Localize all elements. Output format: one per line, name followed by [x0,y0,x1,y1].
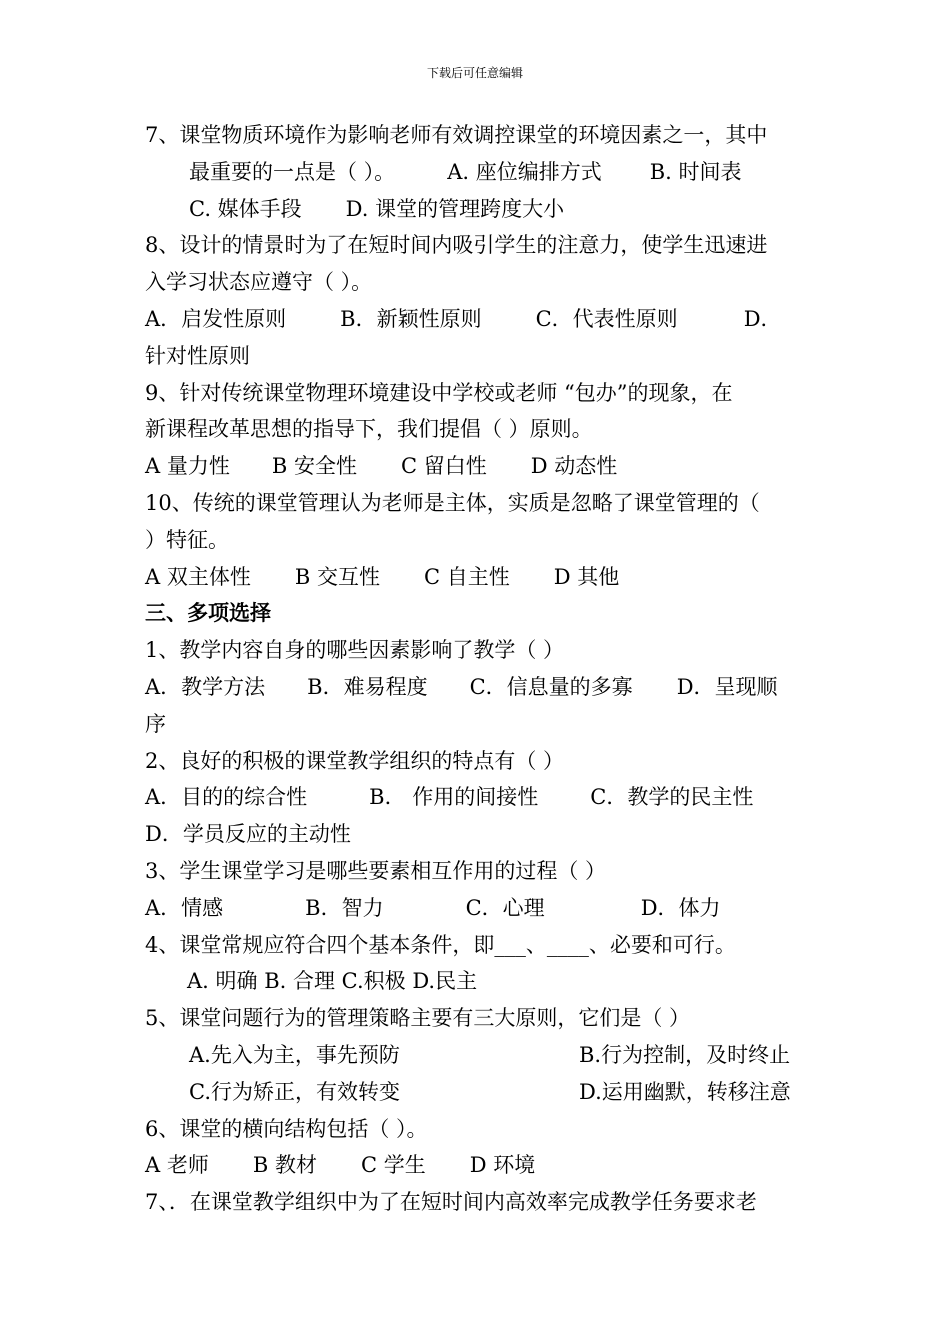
question-10-stem: 10、传统的课堂管理认为老师是主体，实质是忽略了课堂管理的（ [145,490,760,515]
mc-question-2-option-d: D．学员反应的主动性 [145,822,351,847]
mc-question-4-options: A. 明确 B. 合理 C.积极 D.民主 [187,969,478,994]
option-c: C.行为矫正，有效转变 [189,1079,400,1104]
option-c: C 留白性 [400,454,487,479]
option-b: B 教材 [252,1153,317,1178]
option-d: D．呈现顺 [676,674,778,699]
option-c: C．心理 [465,895,545,920]
page-header: 下载后可任意编辑 [426,66,523,80]
option-b: B． 作用的间接性 [369,785,539,810]
question-7-options-cd [145,191,810,228]
mc-question-2-options [145,779,810,816]
option-c: C 学生 [360,1153,426,1178]
mc-question-1-option-d-cont: 序 [145,711,166,736]
document-body [145,117,810,1221]
question-8-stem-cont: 入学习状态应遵守（ ）。 [145,270,373,295]
mc-question-1-stem: 1、教学内容自身的哪些因素影响了教学（ ） [145,638,565,663]
mc-question-6-options [145,1147,810,1184]
option-a: A 双主体性 [145,564,251,589]
option-c: C．信息量的多寡 [469,674,633,699]
option-d: D. 课堂的管理跨度大小 [345,196,565,221]
option-b: B.行为控制，及时终止 [579,1042,791,1067]
question-10-options [145,559,810,596]
question-7-stem-end: 最重要的一点是（ ）。 [189,159,396,184]
question-8-option-d-text: 针对性原则 [145,343,250,368]
question-10-stem-cont: ）特征。 [145,527,229,552]
option-a: A 老师 [145,1153,209,1178]
question-9-stem-cont: 新课程改革思想的指导下，我们提倡（ ）原则。 [145,417,593,442]
option-d: D 动态性 [530,454,618,479]
option-b: B．智力 [305,895,384,920]
option-a: A.先入为主，事先预防 [189,1042,400,1067]
question-8-stem: 8、设计的情景时为了在短时间内吸引学生的注意力，使学生迅速进 [145,233,768,258]
mc-question-7-stem: 7、．在课堂教学组织中为了在短时间内高效率完成教学任务要求老 [145,1190,757,1215]
option-d: D.运用幽默，转移注意 [579,1079,791,1104]
question-8-options [145,301,810,338]
question-9-stem: 9、针对传统课堂物理环境建设中学校或老师 “包办”的现象，在 [145,380,733,405]
option-a: A．情感 [145,895,224,920]
option-a: A 量力性 [145,454,230,479]
option-a: A．目的的综合性 [145,785,308,810]
section-heading: 三、多项选择 [145,600,271,626]
mc-question-5-stem: 5、课堂问题行为的管理策略主要有三大原则，它们是（ ） [145,1006,691,1031]
option-c: C．代表性原则 [535,306,678,331]
mc-question-5-options-ab [145,1037,810,1074]
option-b: B 安全性 [271,454,357,479]
mc-question-1-options [145,669,810,706]
option-b: B 交互性 [294,564,380,589]
option-a: A．教学方法 [145,674,266,699]
question-7-stem: 7、课堂物质环境作为影响老师有效调控课堂的环境因素之一，其中 [145,123,768,147]
option-c: C 自主性 [423,564,510,589]
mc-question-2-stem: 2、良好的积极的课堂教学组织的特点有（ ） [145,748,565,773]
mc-question-6-stem: 6、课堂的横向结构包括（ ）。 [145,1116,428,1141]
option-b: B．新颖性原则 [340,306,482,331]
option-a: A. 座位编排方式 [447,159,602,184]
mc-question-5-options-cd [145,1074,810,1111]
mc-question-4-stem: 4、课堂常规应符合四个基本条件，即___、____、必要和可行。 [145,932,736,957]
option-d: D．体力 [640,895,721,920]
option-c: C．教学的民主性 [590,785,754,810]
option-d: D 其他 [553,564,620,589]
mc-question-3-stem: 3、学生课堂学习是哪些要素相互作用的过程（ ） [145,858,607,883]
option-c: C. 媒体手段 [189,196,302,221]
question-7-stem-cont [145,154,810,191]
option-b: B. 时间表 [649,159,742,184]
option-b: B．难易程度 [307,674,428,699]
question-9-options [145,448,810,485]
option-d: D． [743,306,782,331]
option-a: A．启发性原则 [145,306,287,331]
option-d: D 环境 [469,1153,536,1178]
mc-question-3-options [145,890,810,927]
